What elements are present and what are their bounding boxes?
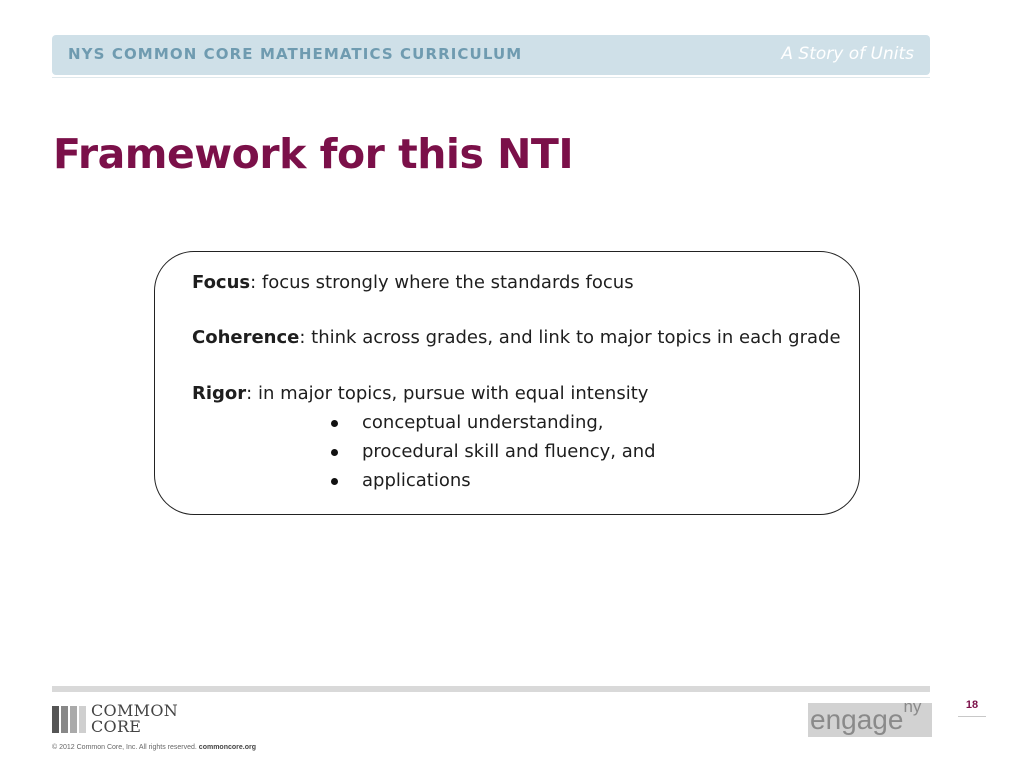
header-divider [52,77,930,78]
commoncore-link[interactable]: commoncore.org [198,744,256,751]
rigor-term: Rigor [192,383,247,404]
copyright-notice: © 2012 Common Core, Inc. All rights reserved. [52,744,197,751]
slide-title: Framework for this NTI [53,130,574,178]
common-core-bars-icon [52,706,86,733]
focus-term: Focus [192,272,251,293]
framework-box [154,251,860,515]
coherence-term: Coherence [192,327,300,348]
list-item: conceptual understanding, [327,412,656,441]
logo-line-common: COMMON [91,701,179,720]
footer-divider [52,686,930,692]
coherence-line [192,327,841,348]
rigor-text: : in major topics, pursue with equal intensity [246,383,649,404]
focus-line [192,272,634,293]
page-number: 18 [958,699,986,717]
logo-line-core: CORE [91,717,142,736]
copyright-text [52,744,256,751]
header-bar [52,35,930,75]
engage-ny-superscript: ny [903,697,922,716]
curriculum-label: NYS COMMON CORE MATHEMATICS CURRICULUM [68,45,523,63]
rigor-bullet-list [327,412,656,499]
series-label: A Story of Units [781,44,914,64]
engageny-logo [808,697,932,737]
list-item: procedural skill and fluency, and [327,441,656,470]
coherence-text: : think across grades, and link to major topics in each grade [299,327,841,348]
engage-text: engage [810,704,904,735]
rigor-line [192,383,648,404]
focus-text: : focus strongly where the standards focus [250,272,634,293]
common-core-logo [52,701,192,738]
list-item: applications [327,470,656,499]
